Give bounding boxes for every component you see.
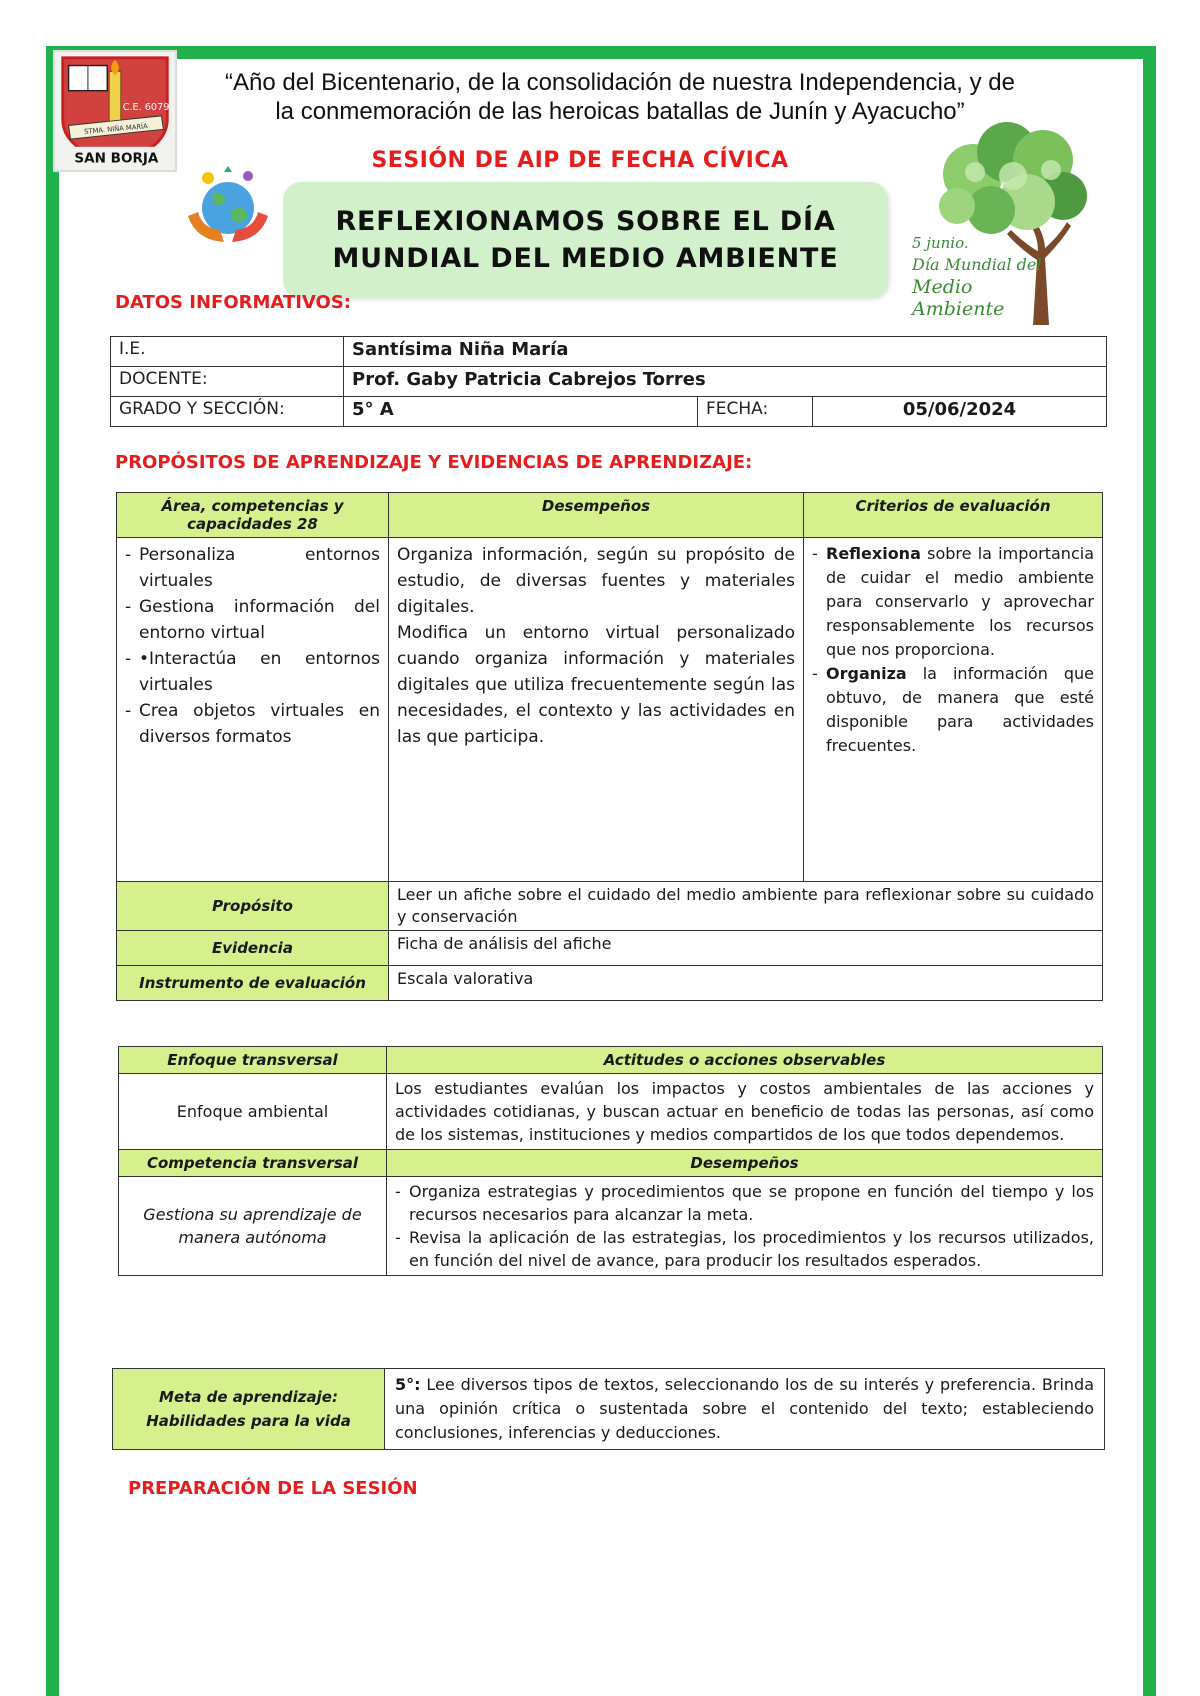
col-desempenos-header: Desempeños: [389, 493, 804, 538]
meta-label: Meta de aprendizaje: Habilidades para la vida: [113, 1369, 385, 1450]
info-row-ie: [111, 337, 1107, 367]
criterio-1-verb: Reflexiona: [826, 544, 921, 563]
competencia-item: - Personaliza entornos virtuales: [125, 542, 380, 594]
propositos-header-row: [117, 493, 1103, 538]
preparacion-heading: PREPARACIÓN DE LA SESIÓN: [128, 1478, 418, 1499]
criterio-2-text: la información que obtuvo, de manera que esté disponible para actividades frecuentes.: [826, 664, 1094, 755]
info-row-docente: [111, 367, 1107, 397]
tree-caption-1: 5 junio.: [912, 234, 969, 252]
competencia-desempenos-list: [395, 1180, 1094, 1272]
enfoque-text: Los estudiantes evalúan los impactos y costos ambientales de las acciones y actividades cotidianas, y buscan actuar en beneficio de todas las personas, así como de los sistemas, instituciones y medios compartidos de los que todos dependemos.: [387, 1074, 1103, 1150]
fecha-value: 05/06/2024: [813, 397, 1107, 427]
banner-line-2: MUNDIAL DEL MEDIO AMBIENTE: [332, 243, 839, 274]
tree-caption-3: Medio Ambiente: [912, 276, 1005, 320]
criterio-item: [812, 542, 1094, 662]
proposito-label: Propósito: [117, 882, 389, 931]
meta-row: [113, 1369, 1105, 1450]
propositos-table: [116, 492, 1103, 1001]
ie-value: Santísima Niña María: [344, 337, 1107, 367]
logo-text-band: STMA. NIÑA MARÍA: [83, 122, 149, 136]
proposito-row: [117, 882, 1103, 931]
enfoque-table: [118, 1046, 1103, 1276]
instrumento-row: [117, 966, 1103, 1001]
docente-label: DOCENTE:: [111, 367, 344, 397]
criterios-cell: [804, 538, 1103, 882]
enfoque-row: [119, 1074, 1103, 1150]
ie-label: I.E.: [111, 337, 344, 367]
evidencia-label: Evidencia: [117, 931, 389, 966]
competencia-name: Gestiona su aprendizaje de manera autónoma: [119, 1177, 387, 1276]
logo-text-bottom: SAN BORJA: [74, 150, 159, 167]
logo-text-top: C.E. 6079: [122, 102, 170, 114]
docente-value: Prof. Gaby Patricia Cabrejos Torres: [344, 367, 1107, 397]
enfoque-col1-header: Enfoque transversal: [119, 1047, 387, 1074]
meta-table: [112, 1368, 1105, 1450]
proposito-value: Leer un afiche sobre el cuidado del medio ambiente para reflexionar sobre su cuidado y conservación: [389, 882, 1103, 931]
competencia-item: - Gestiona información del entorno virtual: [125, 594, 380, 646]
enfoque-name: Enfoque ambiental: [119, 1074, 387, 1150]
year-line-1: “Año del Bicentenario, de la consolidación de nuestra Independencia, y de: [225, 69, 1015, 96]
instrumento-label: Instrumento de evaluación: [117, 966, 389, 1001]
competencia-desempeno-item: - Revisa la aplicación de las estrategias, los procedimientos y los recursos utilizados, en función del nivel de avance, para producir los resultados esperados.: [395, 1226, 1094, 1272]
grado-value: 5° A: [344, 397, 698, 427]
col-criterios-header: Criterios de evaluación: [804, 493, 1103, 538]
competencias-list: [125, 542, 380, 750]
competencia-desempeno-item: - Organiza estrategias y procedimientos que se propone en función del tiempo y los recursos necesarios para alcanzar la meta.: [395, 1180, 1094, 1226]
meta-text-cell: [385, 1369, 1105, 1450]
session-title: SESIÓN DE AIP DE FECHA CÍVICA: [371, 148, 789, 173]
datos-heading: DATOS INFORMATIVOS:: [115, 292, 352, 313]
info-table: [110, 336, 1107, 427]
year-line-2: la conmemoración de las heroicas batallas de Junín y Ayacucho”: [275, 98, 965, 125]
criterios-list: [812, 542, 1094, 758]
grado-label: GRADO Y SECCIÓN:: [111, 397, 344, 427]
criterio-2-verb: Organiza: [826, 664, 907, 683]
globe-hands-icon: [178, 164, 278, 248]
propositos-heading: PROPÓSITOS DE APRENDIZAJE Y EVIDENCIAS DE APRENDIZAJE:: [115, 452, 753, 473]
competencia-row: [119, 1177, 1103, 1276]
competencia-col2-header: Desempeños: [387, 1150, 1103, 1177]
meta-grade: 5°:: [395, 1375, 421, 1394]
propositos-content-row: [117, 538, 1103, 882]
criterio-item: [812, 662, 1094, 758]
info-row-grado: [111, 397, 1107, 427]
desempeno-1: Organiza información, según su propósito de estudio, de diversas fuentes y materiales digitales.: [397, 545, 795, 617]
evidencia-value: Ficha de análisis del afiche: [389, 931, 1103, 966]
enfoque-header-row: [119, 1047, 1103, 1074]
session-banner: [283, 182, 888, 298]
fecha-label: FECHA:: [698, 397, 813, 427]
desempenos-cell: [389, 538, 804, 882]
meta-text: Lee diversos tipos de textos, seleccionando los de su interés y preferencia. Brinda una opinión crítica o sustentada sobre el contenido del texto; estableciendo conclusiones, inferencias y deducciones.: [395, 1375, 1094, 1442]
competencia-desempenos: [387, 1177, 1103, 1276]
competencia-col1-header: Competencia transversal: [119, 1150, 387, 1177]
tree-caption-2: Día Mundial del: [912, 255, 1042, 274]
evidencia-row: [117, 931, 1103, 966]
tree-caption: [912, 232, 1052, 320]
criterio-1-text: sobre la importancia de cuidar el medio ambiente para conservarlo y aprovechar responsablemente los recursos que nos proporciona.: [826, 544, 1094, 659]
instrumento-value: Escala valorativa: [389, 966, 1103, 1001]
competencia-item: - Crea objetos virtuales en diversos formatos: [125, 698, 380, 750]
competencias-cell: [117, 538, 389, 882]
desempeno-2: Modifica un entorno virtual personalizado cuando organiza información y materiales digitales que utiliza frecuentemente según las necesidades, el contexto y las actividades en las que participa.: [397, 623, 795, 747]
banner-line-1: REFLEXIONAMOS SOBRE EL DÍA: [335, 206, 836, 237]
col-area-header: Área, competencias y capacidades 28: [117, 493, 389, 538]
competencia-header-row: [119, 1150, 1103, 1177]
competencia-item: - •Interactúa en entornos virtuales: [125, 646, 380, 698]
enfoque-col2-header: Actitudes o acciones observables: [387, 1047, 1103, 1074]
